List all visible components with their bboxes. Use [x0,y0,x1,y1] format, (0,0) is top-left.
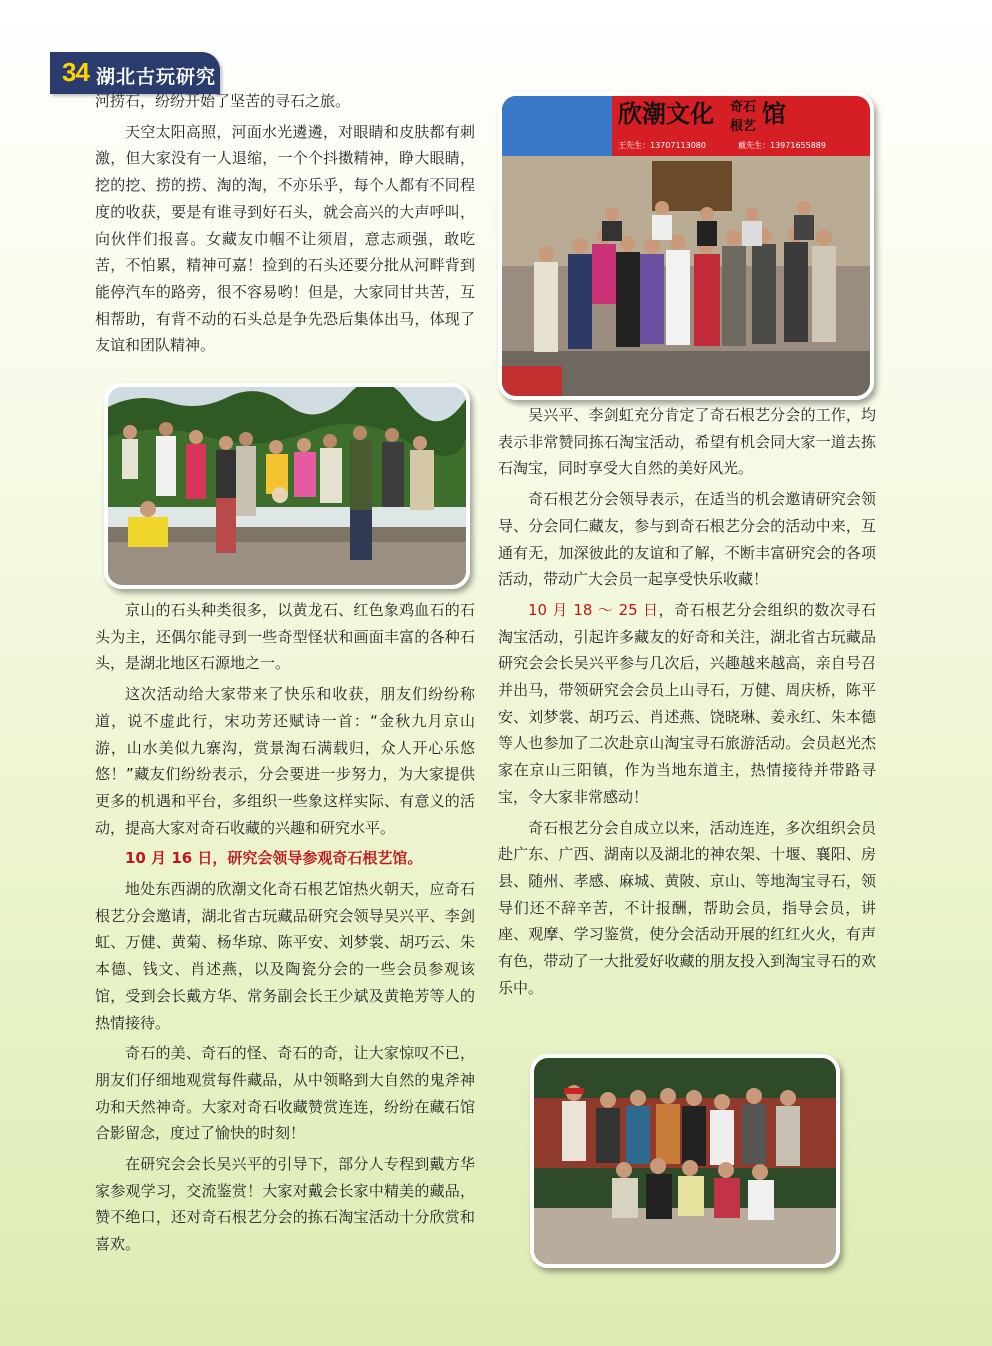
paragraph: 天空太阳高照，河面水光遴遴，对眼睛和皮肤都有刺激，但大家没有一人退缩，一个个抖擞精神，睁大眼睛，挖的挖、捞的捞、淘的淘，不亦乐乎，每个人都有不同程度的收获，要是有谁寻到好石头，就会高兴的大声呼叫，向伙伴们报喜。女藏友巾帼不让须眉，意志顽强，敢吃苦，不怕累，精神可嘉！捡到的石头还要分批从河畔背到能停汽车的路旁，很不容易哟！但是，大家同甘共苦，互相帮助，有背不动的石头总是争先恐后集体出马，体现了友谊和团队精神。 [95,122,475,355]
paragraph: 奇石根艺分会自成立以来，活动连连，多次组织会员赴广东、广西、湖南以及湖北的神农架、十堰、襄阳、房县、随州、孝感、麻城、黄陂、京山、等地淘宝寻石，领导们还不辞辛苦，不计报酬，帮助会员，指导会员，讲座、观摩、学习鉴赏，使分会活动开展的红红火火，有声有色，带动了一大批爱好收藏的朋友投入到淘宝寻石的欢乐中。 [498,818,876,997]
paragraph: 京山的石头种类很多，以黄龙石、红色象鸡血石的石头为主，还偶尔能寻到一些奇型怪状和画面丰富的各种石头，是湖北地区石源地之一。 [95,601,475,673]
paragraph: 河捞石，纷纷开始了坚苦的寻石之旅。 [95,92,351,110]
left-column-top [95,88,475,359]
paragraph-text: ，奇石根艺分会组织的数次寻石淘宝活动，引起许多藏友的好奇和关注，湖北省古玩藏品研究会会长吴兴平参与几次后，兴趣越来越高，亲自号召并出马，带领研究会会员上山寻石，万健、周庆桥，陈平安、刘梦裳、胡巧云、肖述燕、饶晓琳、姜永红、朱本德等人也参加了二次赴京山淘宝寻石旅游活动。会员赵光杰家在京山三阳镇，作为当地东道主，热情接待并带路寻宝，令大家非常感动！ [498,600,876,806]
paragraph: 奇石根艺分会领导表示，在适当的机会邀请研究会领导、分会同仁藏友，参与到奇石根艺分会的活动中来，互通有无，加深彼此的友谊和了解，不断丰富研究会的各项活动，带动广大会员一起享受快乐收藏！ [498,490,876,589]
photo-courtyard-group [530,1054,840,1268]
photo-riverside-group [104,383,470,589]
magazine-title: 湖北古玩研究 [96,66,217,88]
page-number: 34 [62,57,89,87]
left-column-bottom [95,597,475,1258]
right-column [498,402,876,1001]
paragraph: 吴兴平、李剑虹充分肯定了奇石根艺分会的工作，均表示非常赞同拣石淘宝活动，希望有机会同大家一道去拣石淘宝，同时享受大自然的美好风光。 [498,406,876,478]
shop-sign-side-top: 奇石 [730,100,757,115]
paragraph: 在研究会会长吴兴平的引导下，部分人专程到戴方华家参观学习，交流鉴赏！大家对戴会长家中精美的藏品，赞不绝口，还对奇石根艺分会的拣石淘宝活动十分欣赏和喜欢。 [95,1155,475,1254]
shop-phone-left: 王先生：13707113080 [618,141,706,150]
shop-phone-right: 戴先生：13971655889 [738,141,826,150]
shop-sign-end: 馆 [762,99,786,128]
photo-shop-group [498,92,874,400]
shop-sign-side-bottom: 根艺 [730,119,757,134]
paragraph: 这次活动给大家带来了快乐和收获，朋友们纷纷称道，说不虚此行，宋功芳还赋诗一首：“金秋九月京山游，山水美似九寨沟，赏景淘石满载归，众人开心乐悠悠！”藏友们纷纷表示，分会要进一步努力，为大家提供更多的机遇和平台，多组织一些象这样实际、有意义的活动，提高大家对奇石收藏的兴趣和研究水平。 [95,685,475,837]
section-heading: 10 月 16 日，研究会领导参观奇石根艺馆。 [125,849,423,868]
date-highlight: 10 月 18 ～ 25 日 [528,600,659,619]
paragraph: 地处东西湖的欣潮文化奇石根艺馆热火朝天，应奇石根艺分会邀请，湖北省古玩藏品研究会领导吴兴平、李剑虹、万健、黄菊、杨华琼、陈平安、刘梦裳、胡巧云、朱本德、钱文、肖述燕，以及陶瓷分会的一些会员参观该馆，受到会长戴方华、常务副会长王少斌及黄艳芳等人的热情接待。 [95,880,475,1032]
paragraph: 奇石的美、奇石的怪、奇石的奇，让大家惊叹不已，朋友们仔细地观赏每件藏品，从中领略到大自然的鬼斧神功和天然神奇。大家对奇石收藏赞赏连连，纷纷在藏石馆合影留念，度过了愉快的时刻！ [95,1044,475,1143]
paragraph-dated [498,597,876,811]
shop-sign-main: 欣潮文化 [618,99,714,128]
